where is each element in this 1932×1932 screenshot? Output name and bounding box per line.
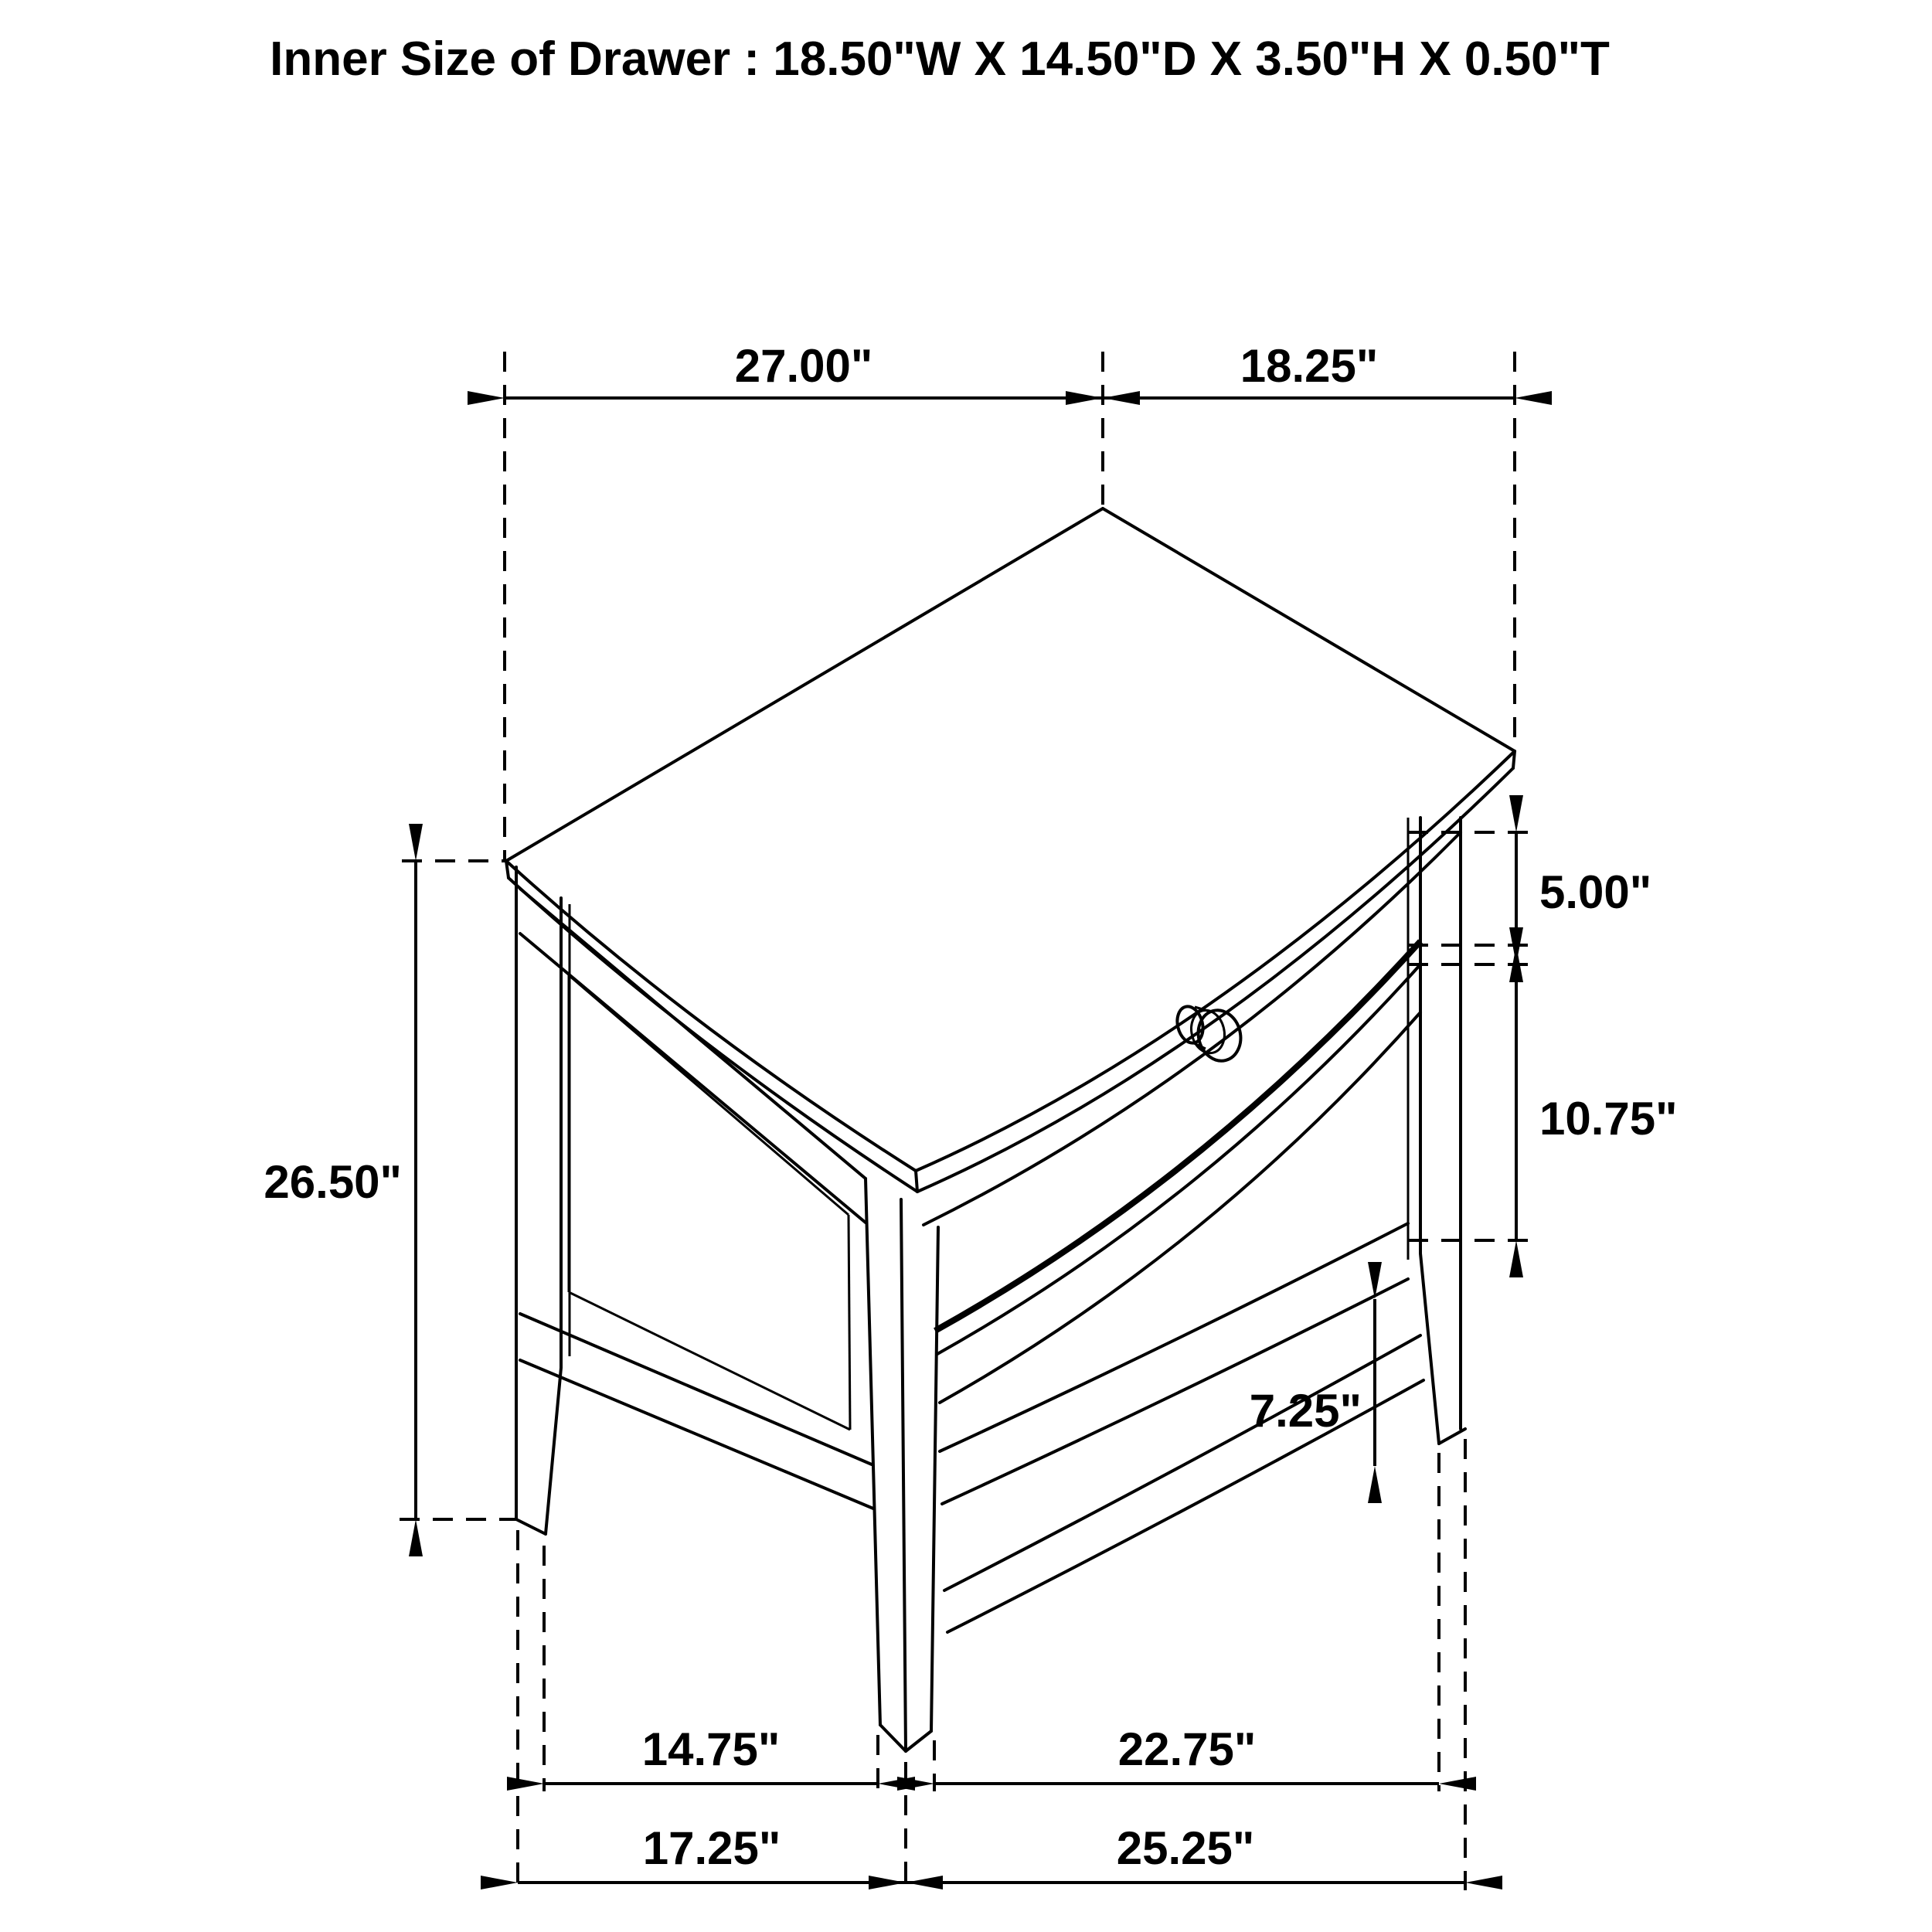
nightstand-drawing (506, 509, 1515, 1751)
dim-base-right-outer (906, 1822, 1465, 1883)
dim-top-left-width (505, 340, 1103, 861)
dim-opening-height (1408, 964, 1678, 1240)
dim-base-left-inner (544, 1723, 878, 1784)
bottom-stretcher (944, 1335, 1423, 1632)
drawer-front (935, 941, 1420, 1403)
dim-label-22-75: 22.75" (1117, 1723, 1257, 1775)
dim-label-25-25: 25.25" (1116, 1822, 1255, 1874)
dim-base-left-outer (518, 1822, 906, 1883)
right-leg (1408, 818, 1465, 1444)
dim-label-17-25: 17.25" (642, 1822, 781, 1874)
dim-label-5-00: 5.00" (1539, 866, 1652, 918)
dim-label-26-50: 26.50" (264, 1156, 402, 1208)
dim-label-14-75: 14.75" (641, 1723, 781, 1775)
dim-label-27-00: 27.00" (734, 340, 873, 392)
tabletop (506, 509, 1515, 1225)
dim-base-right-inner (934, 1723, 1439, 1784)
left-side-panel (520, 889, 873, 1509)
dim-overall-height (264, 861, 516, 1519)
front-leg (866, 1179, 938, 1751)
drawing-title: Inner Size of Drawer : 18.50"W X 14.50"D X 3.50"H X 0.50"T (270, 32, 1610, 86)
back-left-leg (516, 867, 570, 1534)
dim-label-18-25: 18.25" (1240, 340, 1379, 392)
shelf-front-rail (940, 1223, 1408, 1504)
dim-label-7-25: 7.25" (1249, 1385, 1362, 1437)
drawer-knob (1174, 1004, 1247, 1066)
dim-label-10-75: 10.75" (1539, 1093, 1678, 1145)
